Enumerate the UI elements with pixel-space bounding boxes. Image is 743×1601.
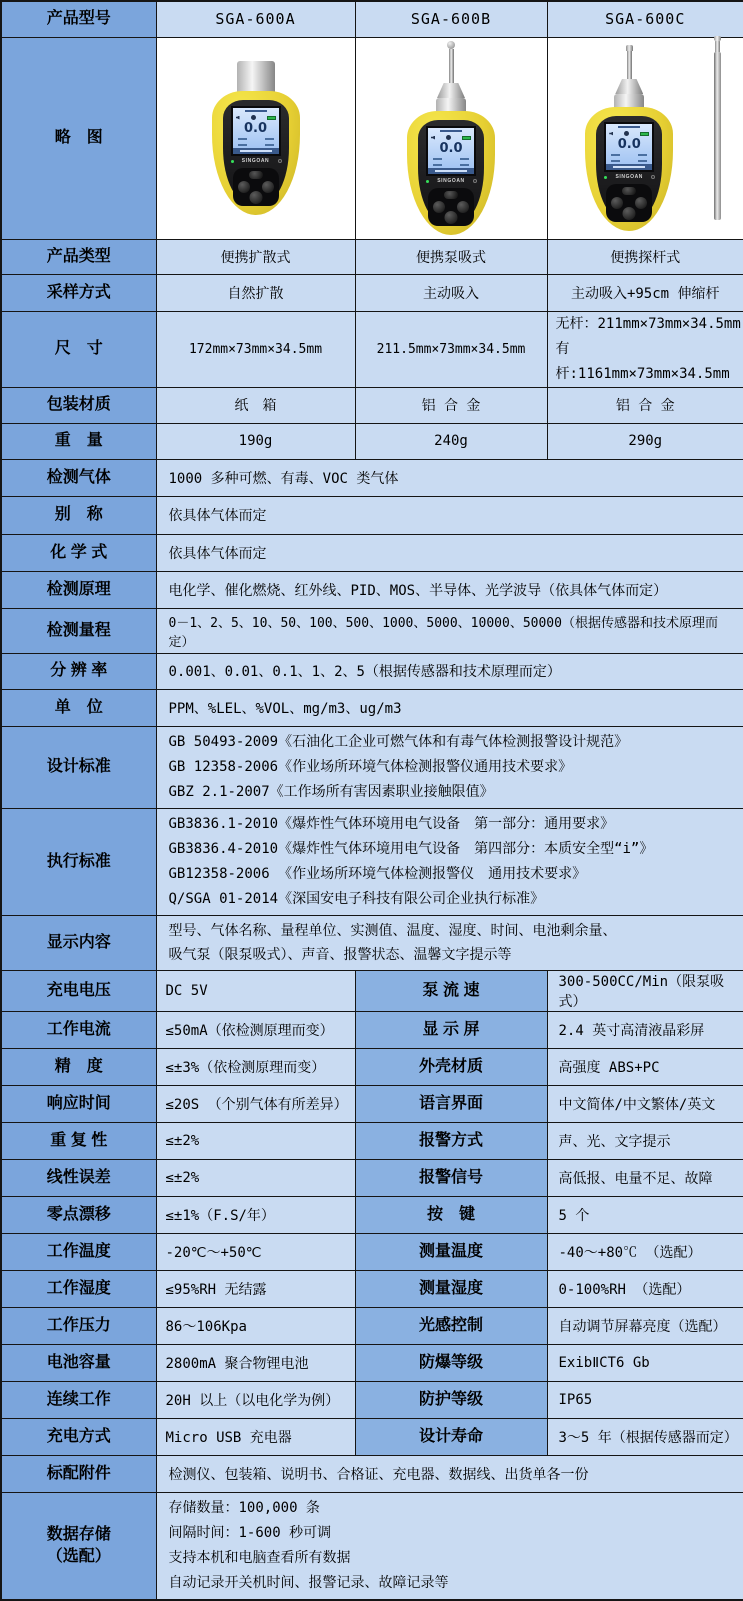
row-label-light-control: 光感控制 [355, 1307, 547, 1344]
row-label-shell-material: 外壳材质 [355, 1048, 547, 1085]
cell-measuring-temperature: -40～+80℃ （选配） [547, 1233, 743, 1270]
led-indicator [604, 176, 607, 179]
battery-icon [462, 136, 471, 140]
gas-detector-illustration [212, 61, 300, 215]
cell-alarm-mode: 声、光、文字提示 [547, 1122, 743, 1159]
row-label-linearity-error: 线性误差 [1, 1159, 156, 1196]
row-label-resolution: 分 辨 率 [1, 653, 156, 689]
probe-collar [615, 79, 643, 94]
brand-label: SINGOAN [437, 179, 465, 184]
row-label-response-time: 响应时间 [1, 1085, 156, 1122]
cell-weight-c: 290g [547, 423, 743, 459]
battery-icon [267, 116, 276, 120]
cell-resolution: 0.001、0.01、0.1、1、2、5（根据传感器和技术原理而定） [156, 653, 743, 689]
menu-button [622, 187, 636, 195]
row-label-measuring-humidity: 测量湿度 [355, 1270, 547, 1307]
row-label-working-current: 工作电流 [1, 1011, 156, 1048]
model-cell-sga-600b: SGA-600B [355, 1, 547, 37]
row-label-accuracy: 精 度 [1, 1048, 156, 1085]
speaker-icon [431, 136, 435, 140]
enter-button [623, 207, 636, 220]
row-label-design-life: 设计寿命 [355, 1418, 547, 1455]
device-screen [604, 122, 654, 172]
cell-working-humidity: ≤95%RH 无结露 [156, 1270, 355, 1307]
cell-weight-a: 190g [156, 423, 355, 459]
cell-dimensions-c [547, 311, 743, 387]
execution-standard-line: GB12358-2006 《作业场所环境气体检测报警仪 通用技术要求》 [169, 862, 738, 887]
cell-accuracy: ≤±3%（依检测原理而变） [156, 1048, 355, 1085]
execution-standard-line: GB3836.4-2010《爆炸性气体环境用电气设备 第四部分：本质安全型“i”》 [169, 837, 738, 862]
enter-button [445, 211, 458, 224]
cell-working-temperature: -20℃～+50℃ [156, 1233, 355, 1270]
device-body [212, 91, 300, 215]
probe-tip [447, 41, 455, 49]
cell-design-standards [156, 726, 743, 808]
cell-explosion-proof-rating: ExibⅡCT6 Gb [547, 1344, 743, 1381]
probe-collar [437, 83, 465, 98]
row-label-dimensions: 尺 寸 [1, 311, 156, 387]
nav-button [457, 201, 469, 213]
cell-display-content [156, 915, 743, 970]
row-label-detection-range: 检测量程 [1, 608, 156, 653]
cell-packaging-b: 铝 合 金 [355, 387, 547, 423]
design-standard-line: GB 12358-2006《作业场所环境气体检测报警仪通用技术要求》 [169, 755, 738, 780]
row-label-design-standards: 设计标准 [1, 726, 156, 808]
row-label-alarm-signal: 报警信号 [355, 1159, 547, 1196]
power-icon [278, 159, 282, 163]
gas-detector-illustration [407, 41, 495, 235]
design-standard-line: GB 50493-2009《石油化工企业可燃气体和有毒气体检测报警设计规范》 [169, 730, 738, 755]
dimensions-c-line2: 有杆:1161mm×73mm×34.5mm [556, 337, 743, 387]
screen-reading: 0.0 [606, 137, 652, 152]
row-label-standard-accessories: 标配附件 [1, 1455, 156, 1492]
fan-icon [251, 115, 256, 120]
product-image-sga-600c [547, 37, 743, 239]
gas-detector-illustration [585, 45, 673, 231]
probe-rod [627, 51, 632, 79]
row-label-protection-rating: 防护等级 [355, 1381, 547, 1418]
row-label-packaging-material: 包装材质 [1, 387, 156, 423]
menu-button [444, 191, 458, 199]
menu-button [249, 171, 263, 179]
execution-standard-line: Q/SGA 01-2014《深国安电子科技有限公司企业执行标准》 [169, 887, 738, 912]
cell-working-pressure: 86～106Kpa [156, 1307, 355, 1344]
row-label-continuous-working: 连续工作 [1, 1381, 156, 1418]
row-label-unit: 单 位 [1, 689, 156, 726]
row-label-measuring-temperature: 测量温度 [355, 1233, 547, 1270]
cell-unit: PPM、%LEL、%VOL、mg/m3、ug/m3 [156, 689, 743, 726]
row-label-working-humidity: 工作湿度 [1, 1270, 156, 1307]
row-label-charging-voltage: 充电电压 [1, 970, 156, 1011]
cell-light-control: 自动调节屏幕亮度（选配） [547, 1307, 743, 1344]
data-storage-label-line1: 数据存储 [2, 1524, 156, 1546]
keypad [233, 168, 279, 206]
cell-response-time: ≤20S （个别气体有所差异） [156, 1085, 355, 1122]
cell-weight-b: 240g [355, 423, 547, 459]
device-body [407, 111, 495, 235]
cell-packaging-c: 铝 合 金 [547, 387, 743, 423]
execution-standard-line: GB3836.1-2010《爆炸性气体环境用电气设备 第一部分：通用要求》 [169, 812, 738, 837]
cell-sampling-b: 主动吸入 [355, 274, 547, 311]
data-storage-label-line2: （选配） [2, 1546, 156, 1568]
device-panel [223, 100, 289, 206]
device-panel [596, 116, 662, 222]
row-label-working-temperature: 工作温度 [1, 1233, 156, 1270]
cell-working-current: ≤50mA（依检测原理而变） [156, 1011, 355, 1048]
cell-linearity-error: ≤±2% [156, 1159, 355, 1196]
row-label-explosion-proof-rating: 防爆等级 [355, 1344, 547, 1381]
display-content-line: 型号、气体名称、量程单位、实测值、温度、湿度、时间、电池剩余量、 [169, 919, 738, 943]
enter-button [249, 191, 262, 204]
battery-icon [640, 132, 649, 136]
data-storage-line: 存储数量：100,000 条 [169, 1496, 738, 1521]
telescopic-rod [714, 52, 721, 220]
device-panel [418, 120, 484, 226]
power-icon [473, 179, 477, 183]
row-label-alarm-mode: 报警方式 [355, 1122, 547, 1159]
led-indicator [426, 180, 429, 183]
nav-button [262, 181, 274, 193]
row-label-data-storage [1, 1492, 156, 1600]
power-icon [651, 175, 655, 179]
cell-charging-method: Micro USB 充电器 [156, 1418, 355, 1455]
cell-data-storage [156, 1492, 743, 1600]
row-label-charging-method: 充电方式 [1, 1418, 156, 1455]
data-storage-line: 自动记录开关机时间、报警记录、故障记录等 [169, 1571, 738, 1596]
cell-continuous-working: 20H 以上（以电化学为例） [156, 1381, 355, 1418]
cell-detection-range: 0－1、2、5、10、50、100、500、1000、5000、10000、50000（根据传感器和技术原理而定） [156, 608, 743, 653]
row-label-product-model: 产品型号 [1, 1, 156, 37]
sensor-cap [237, 61, 275, 93]
product-image-sga-600b [355, 37, 547, 239]
cell-language-interface: 中文简体/中文繁体/英文 [547, 1085, 743, 1122]
speaker-icon [236, 116, 240, 120]
row-label-display-content: 显示内容 [1, 915, 156, 970]
brand-label: SINGOAN [242, 159, 270, 164]
cell-chemical-formula: 依具体气体而定 [156, 534, 743, 571]
cell-detected-gas: 1000 多种可燃、有毒、VOC 类气体 [156, 459, 743, 496]
row-label-sampling-method: 采样方式 [1, 274, 156, 311]
cell-detection-principle: 电化学、催化燃烧、红外线、PID、MOS、半导体、光学波导（依具体气体而定） [156, 571, 743, 608]
nav-button [611, 197, 623, 209]
row-label-language-interface: 语言界面 [355, 1085, 547, 1122]
row-label-execution-standards: 执行标准 [1, 808, 156, 915]
cell-display-screen: 2.4 英寸高清液晶彩屏 [547, 1011, 743, 1048]
speaker-icon [609, 132, 613, 136]
design-standard-line: GBZ 2.1-2007《工作场所有害因素职业接触限值》 [169, 780, 738, 805]
data-storage-line: 间隔时间：1-600 秒可调 [169, 1521, 738, 1546]
keypad [606, 184, 652, 222]
cell-execution-standards [156, 808, 743, 915]
cell-alarm-signal: 高低报、电量不足、故障 [547, 1159, 743, 1196]
cell-sampling-c: 主动吸入+95cm 伸缩杆 [547, 274, 743, 311]
model-cell-sga-600a: SGA-600A [156, 1, 355, 37]
data-storage-line: 支持本机和电脑查看所有数据 [169, 1546, 738, 1571]
led-indicator [231, 160, 234, 163]
cell-buttons: 5 个 [547, 1196, 743, 1233]
cell-measuring-humidity: 0-100%RH （选配） [547, 1270, 743, 1307]
screen-reading: 0.0 [233, 121, 279, 136]
row-label-working-pressure: 工作压力 [1, 1307, 156, 1344]
row-label-battery-capacity: 电池容量 [1, 1344, 156, 1381]
fan-icon [624, 131, 629, 136]
row-label-sketch: 略 图 [1, 37, 156, 239]
screen-reading: 0.0 [428, 141, 474, 156]
device-screen [231, 106, 281, 156]
row-label-weight: 重 量 [1, 423, 156, 459]
fan-icon [446, 135, 451, 140]
cell-alias: 依具体气体而定 [156, 496, 743, 534]
row-label-detected-gas: 检测气体 [1, 459, 156, 496]
cell-pump-flow-rate: 300-500CC/Min（限泵吸式） [547, 970, 743, 1011]
row-label-detection-principle: 检测原理 [1, 571, 156, 608]
cell-dimensions-b: 211.5mm×73mm×34.5mm [355, 311, 547, 387]
nav-button [433, 201, 445, 213]
row-label-repeatability: 重 复 性 [1, 1122, 156, 1159]
device-screen [426, 126, 476, 176]
row-label-pump-flow-rate: 泵 流 速 [355, 970, 547, 1011]
cell-battery-capacity: 2800mA 聚合物锂电池 [156, 1344, 355, 1381]
cell-sampling-a: 自然扩散 [156, 274, 355, 311]
keypad [428, 188, 474, 226]
nav-button [635, 197, 647, 209]
cell-protection-rating: IP65 [547, 1381, 743, 1418]
cell-dimensions-a: 172mm×73mm×34.5mm [156, 311, 355, 387]
row-label-chemical-formula: 化 学 式 [1, 534, 156, 571]
dimensions-c-line1: 无杆：211mm×73mm×34.5mm [556, 312, 743, 337]
display-content-line: 吸气泵（限泵吸式）、声音、报警状态、温馨文字提示等 [169, 943, 738, 967]
row-label-product-type: 产品类型 [1, 239, 156, 274]
cell-standard-accessories: 检测仪、包装箱、说明书、合格证、充电器、数据线、出货单各一份 [156, 1455, 743, 1492]
model-cell-sga-600c: SGA-600C [547, 1, 743, 37]
row-label-display-screen: 显 示 屏 [355, 1011, 547, 1048]
product-image-sga-600a [156, 37, 355, 239]
row-label-buttons: 按 键 [355, 1196, 547, 1233]
device-body [585, 107, 673, 231]
cell-product-type-a: 便携扩散式 [156, 239, 355, 274]
cell-design-life: 3～5 年（根据传感器而定） [547, 1418, 743, 1455]
cell-product-type-c: 便携探杆式 [547, 239, 743, 274]
cell-repeatability: ≤±2% [156, 1122, 355, 1159]
nav-button [238, 181, 250, 193]
cell-packaging-a: 纸 箱 [156, 387, 355, 423]
cell-shell-material: 高强度 ABS+PC [547, 1048, 743, 1085]
cell-charging-voltage: DC 5V [156, 970, 355, 1011]
probe-rod [449, 49, 454, 83]
row-label-alias: 别 称 [1, 496, 156, 534]
brand-label: SINGOAN [615, 175, 643, 180]
cell-product-type-b: 便携泵吸式 [355, 239, 547, 274]
row-label-zero-drift: 零点漂移 [1, 1196, 156, 1233]
cell-zero-drift: ≤±1%（F.S/年） [156, 1196, 355, 1233]
